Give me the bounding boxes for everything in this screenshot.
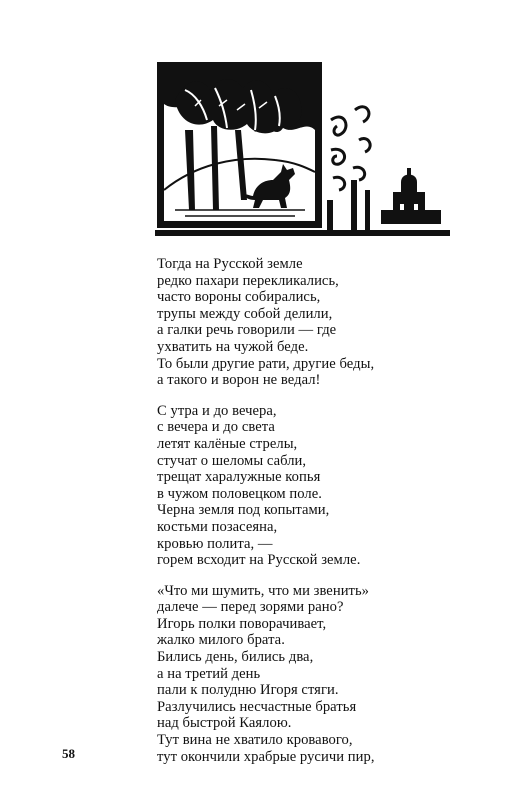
poem-line: стучат о шеломы сабли,: [157, 452, 307, 469]
poem-line: летят калёные стрелы,: [157, 435, 298, 452]
poem-line: Тогда на Русской земле: [157, 256, 303, 272]
poem-line: кровью полита, —: [157, 535, 273, 552]
poem-line: Игорь полки поворачивает,: [157, 615, 327, 632]
poem-line: Черна земля под копытами,: [157, 502, 330, 519]
stanza-1: [157, 256, 477, 389]
poem-line: трещат харалужные копья: [157, 469, 321, 486]
church-icon: [381, 168, 441, 224]
illustration-baseline: [155, 230, 450, 236]
page-number: 58: [62, 746, 75, 761]
poem-line: Тут вина не хватило кровавого,: [157, 732, 353, 749]
poem-line: пали к полудню Игоря стяги.: [157, 682, 339, 699]
poem-line: часто вороны собирались,: [157, 289, 321, 306]
poem-line: горем всходит на Русской земле.: [157, 552, 361, 569]
poem-line: редко пахари перекликались,: [157, 272, 339, 289]
poem-line: а на третий день: [157, 665, 261, 682]
poem-line: с вечера и до света: [157, 419, 275, 436]
poem-line: далече — перед зорями рано?: [157, 599, 344, 616]
poem-line: а галки речь говорили — где: [157, 322, 337, 339]
stanza-2: [157, 403, 477, 569]
poem-line: а такого и ворон не ведал!: [157, 372, 321, 389]
poem-line: костьми позасеяна,: [157, 518, 278, 535]
poem-line: трупы между собой делили,: [157, 305, 333, 322]
poem-line: «Что ми шумить, что ми звенить»: [157, 582, 370, 599]
poem-line: над быстрой Каялою.: [157, 715, 292, 732]
ornament-plant: [327, 107, 370, 230]
poem-line: Разлучились несчастные братья: [157, 698, 357, 715]
poem-line: в чужом половецком поле.: [157, 485, 322, 502]
poem-line: С утра и до вечера,: [157, 402, 277, 419]
poem-line: Бились день, бились два,: [157, 649, 314, 666]
poem-text: [157, 256, 477, 779]
poem-line: То были другие рати, другие беды,: [157, 355, 375, 372]
woodcut-illustration: [155, 60, 450, 242]
stanza-3: [157, 583, 477, 766]
poem-line: жалко милого брата.: [157, 632, 285, 649]
poem-line: тут окончили храбрые русичи пир,: [157, 748, 375, 765]
poem-line: ухватить на чужой беде.: [157, 338, 309, 355]
